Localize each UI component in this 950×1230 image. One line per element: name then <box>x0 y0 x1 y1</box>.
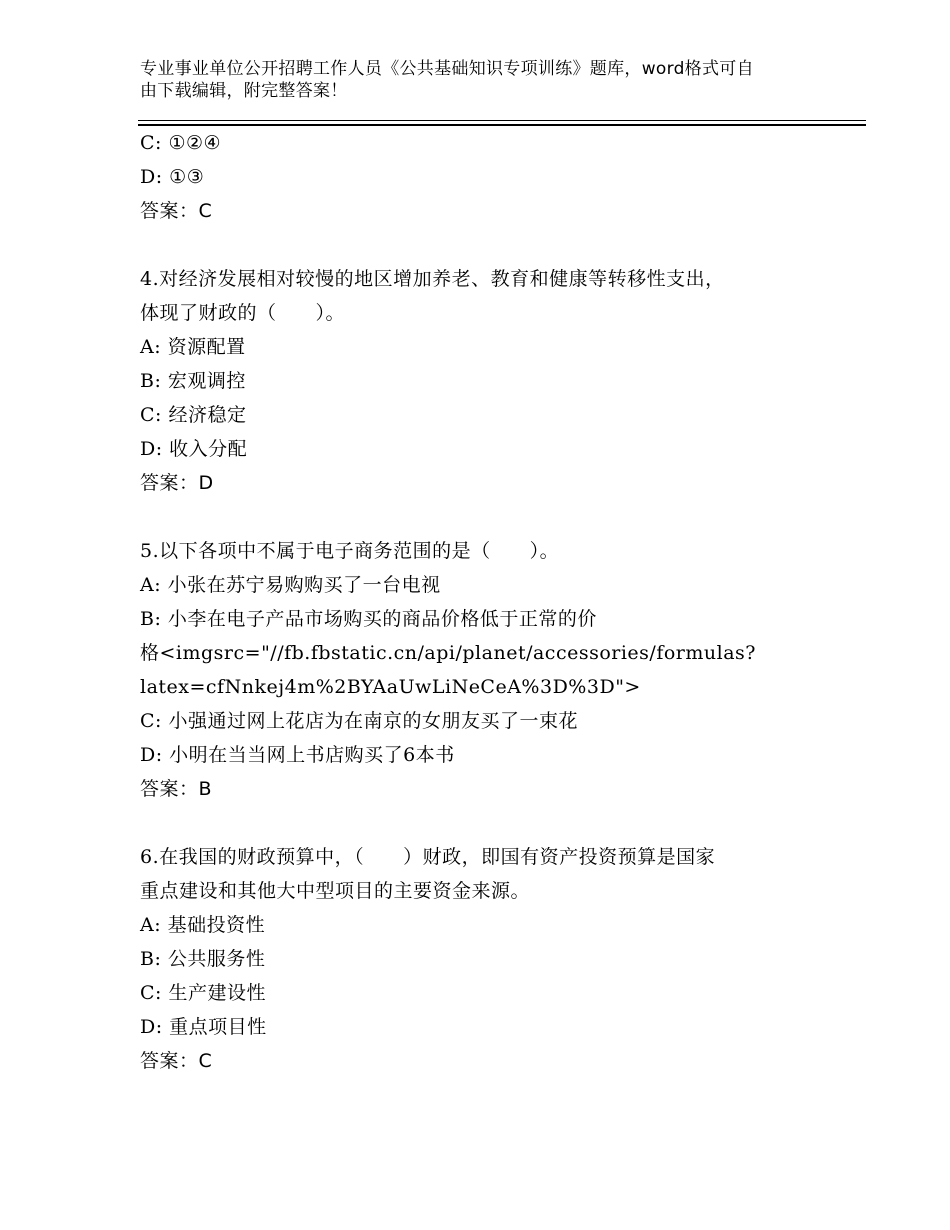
option-b: B: 宏观调控 <box>140 370 246 392</box>
option-c: C: ①②④ <box>140 132 222 154</box>
question-stem: 6.在我国的财政预算中，（ ）财政，即国有资产投资预算是国家 <box>140 846 716 868</box>
option-d: D: 小明在当当网上书店购买了6本书 <box>140 744 455 766</box>
header-divider-thin <box>138 120 866 121</box>
spacer <box>140 228 830 262</box>
option-d: D: ①③ <box>140 166 205 188</box>
question-4 <box>140 262 830 500</box>
answer: 答案：D <box>140 472 214 494</box>
option-c: C: 小强通过网上花店为在南京的女朋友买了一束花 <box>140 710 578 732</box>
question-stem-continued: 体现了财政的（ ）。 <box>140 302 346 324</box>
previous-question-tail <box>140 126 830 228</box>
option-a: A: 资源配置 <box>140 336 246 358</box>
option-c: C: 生产建设性 <box>140 982 266 1004</box>
answer: 答案：B <box>140 778 213 800</box>
header-line-2: 由下载编辑，附完整答案！ <box>140 81 348 101</box>
option-c: C: 经济稳定 <box>140 404 247 426</box>
question-6 <box>140 840 830 1078</box>
option-b-continued: latex=cfNnkej4m%2BYAaUwLiNeCeA%3D%3D"> <box>140 676 641 698</box>
spacer <box>140 500 830 534</box>
header-line-1: 专业事业单位公开招聘工作人员《公共基础知识专项训练》题库，word格式可自 <box>140 59 754 79</box>
option-b: B: 小李在电子产品市场购买的商品价格低于正常的价 <box>140 608 597 630</box>
page-header <box>140 58 830 102</box>
question-5 <box>140 534 830 806</box>
option-d: D: 收入分配 <box>140 438 248 460</box>
option-a: A: 小张在苏宁易购购买了一台电视 <box>140 574 441 596</box>
option-d: D: 重点项目性 <box>140 1016 267 1038</box>
option-b-continued: 格<imgsrc="//fb.fbstatic.cn/api/planet/accessories/formulas? <box>140 642 756 664</box>
option-a: A: 基础投资性 <box>140 914 266 936</box>
question-content <box>140 126 830 1078</box>
question-stem: 4.对经济发展相对较慢的地区增加养老、教育和健康等转移性支出， <box>140 268 725 290</box>
answer: 答案：C <box>140 1050 213 1072</box>
spacer <box>140 806 830 840</box>
question-stem: 5.以下各项中不属于电子商务范围的是（ ）。 <box>140 540 560 562</box>
option-b: B: 公共服务性 <box>140 948 266 970</box>
answer: 答案：C <box>140 200 213 222</box>
question-stem-continued: 重点建设和其他大中型项目的主要资金来源。 <box>140 880 531 902</box>
